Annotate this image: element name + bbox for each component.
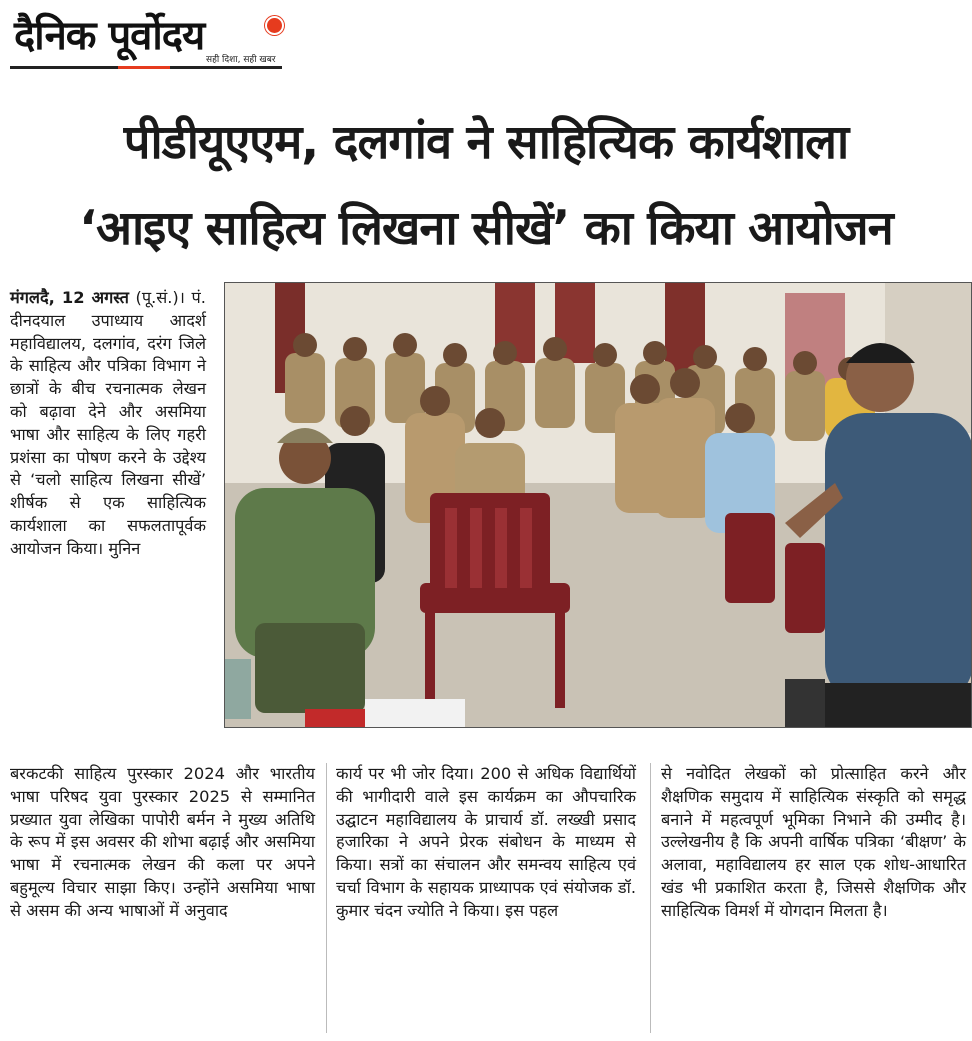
column-divider: [650, 763, 651, 1033]
dateline: मंगलदै, 12 अगस्त: [10, 288, 129, 307]
article-photo: [224, 282, 972, 728]
article-text-1: (पू.सं.)। पं. दीनदयाल उपाध्याय आदर्श महाविद्यालय, दलगांव, दरंग जिले के साहित्य और पत्रिका विभाग ने छात्रों के बीच रचनात्मक लेखन को बढ़ावा देने और असमिया भाषा और साहित्य के लिए गहरी प्रशंसा का पोषण करने के उद्देश्य से ‘चलो साहित्य लिखना सीखें’ शीर्षक से एक साहित्यिक कार्यशाला का सफलतापूर्वक आयोजन किया। मुनिन: [10, 288, 206, 558]
masthead-tagline: सही दिशा, सही खबर: [206, 55, 276, 65]
workshop-photo-illustration: [225, 283, 972, 728]
headline-line-1: पीडीयूएएम, दलगांव ने साहित्यिक कार्यशाला: [123, 115, 849, 170]
article-column-1-bottom: बरकटकी साहित्य पुरस्कार 2024 और भारतीय भाषा परिषद युवा पुरस्कार 2025 से सम्मानित प्रख्यात युवा लेखिका पापोरी बर्मन ने मुख्य अतिथि के रूप में इस अवसर की शोभा बढ़ाई और असमिया भाषा में रचनात्मक लेखन की कला पर अपने बहुमूल्य विचार साझा किए। उन्होंने असमिया भाषा से असम की अन्य भाषाओं में अनुवाद: [10, 764, 315, 920]
logo-dot-icon: [265, 16, 284, 35]
article-column-1-top: [10, 287, 206, 561]
headline-line-2: ‘आइए साहित्य लिखना सीखें’ का किया आयोजन: [79, 201, 893, 256]
newspaper-logo: दैनिक पूर्वोदय: [14, 12, 205, 59]
masthead: [10, 4, 310, 74]
article-column-2: कार्य पर भी जोर दिया। 200 से अधिक विद्यार्थियों की भागीदारी वाले इस कार्यक्रम का औपचारिक उद्घाटन महाविद्यालय के प्राचार्य डॉ. लख्खी प्रसाद हजारिका ने अपने प्रेरक संबोधन के माध्यम से किया। सत्रों का संचालन और समन्वय साहित्य एवं चर्चा विभाग के सहायक प्राध्यापक एवं संयोजक डॉ. कुमार चंदन ज्योति ने किया। इस पहल: [336, 764, 636, 920]
column-divider: [326, 763, 327, 1033]
masthead-rule: [10, 66, 282, 69]
masthead-rule-accent: [118, 66, 170, 69]
article-column-3: से नवोदित लेखकों को प्रोत्साहित करने और शैक्षणिक समुदाय में साहित्यिक संस्कृति को समृद्ध बनाने में महत्वपूर्ण भूमिका निभाने की उम्मीद है। उल्लेखनीय है कि अपनी वार्षिक पत्रिका ‘बीक्षण’ के अलावा, महाविद्यालय हर साल एक शोध-आधारित खंड भी प्रकाशित करता है, जिससे शैक्षणिक और साहित्यिक विमर्श में योगदान मिलता है।: [661, 764, 966, 920]
